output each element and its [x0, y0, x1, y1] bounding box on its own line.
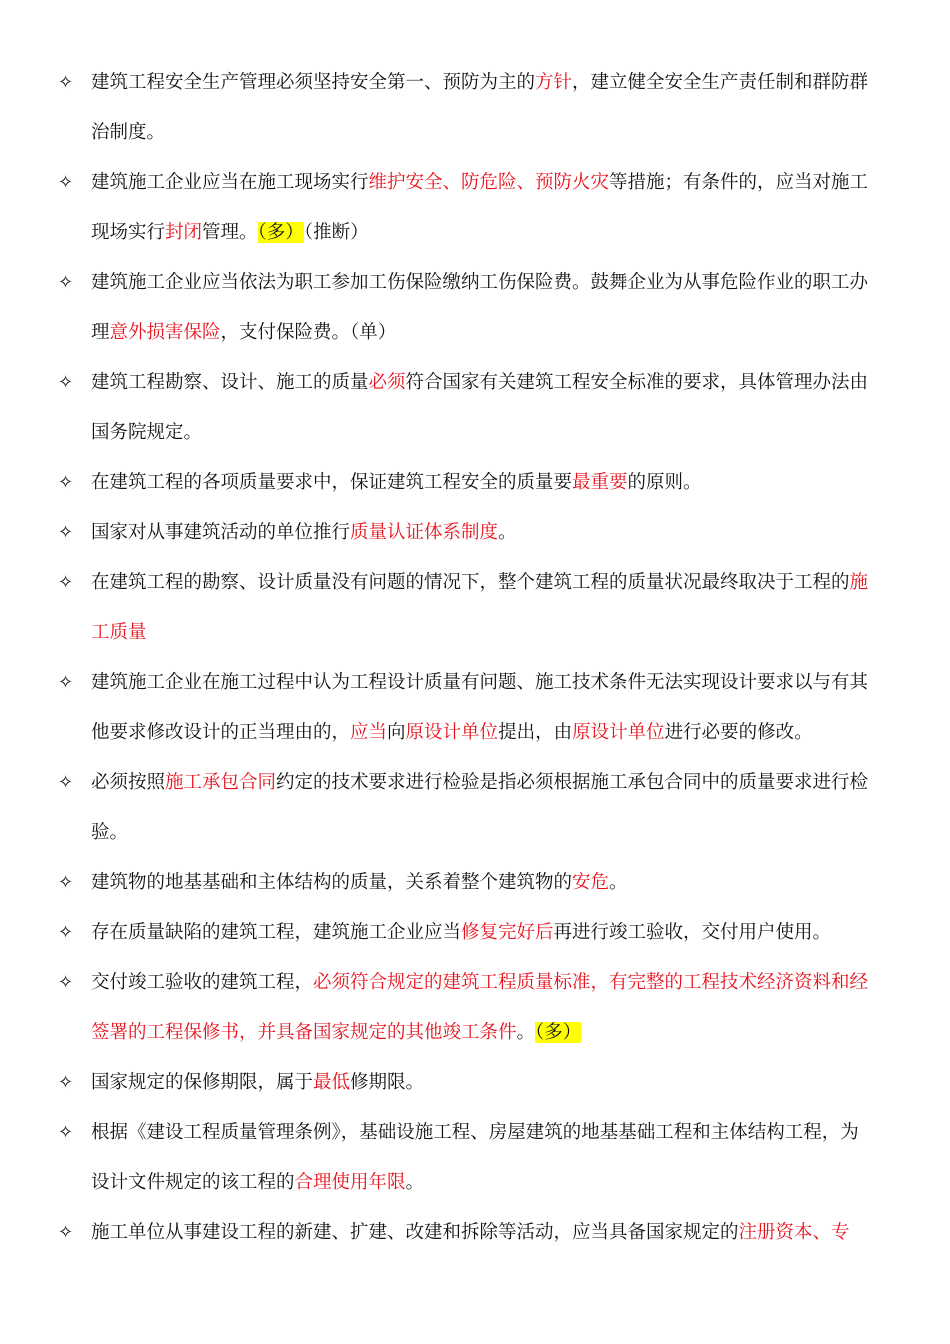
emphasis-text: 最重要: [572, 472, 628, 493]
document-body: [0, 58, 950, 1258]
diamond-outline-icon: ✧: [58, 72, 74, 93]
emphasis-text: 封闭: [165, 222, 203, 243]
diamond-outline-icon: ✧: [58, 172, 74, 193]
body-text: 管理。: [202, 222, 258, 243]
list-item: [0, 958, 877, 1058]
list-item: [0, 158, 877, 258]
emphasis-text: 必须符合规定的建筑工程质量标准，有完整的工程技术经济资料和经签署的工程保修书，并具备国家规定的其他竣工条件: [91, 972, 869, 1043]
emphasis-text: 意外损害保险: [109, 322, 221, 343]
emphasis-text: 原设计单位: [572, 722, 665, 743]
list-item: [0, 908, 877, 958]
body-text: 约定的技术要求进行检验是指必须根据施工承包合同中的质量要求进行检验。: [91, 772, 869, 843]
emphasis-text: 维护安全、防危险、预防火灾: [368, 172, 610, 193]
body-text: 根据《建设工程质量管理条例》，基础设施工程、房屋建筑的地基基础工程和主体结构工程，为设计文件规定的该工程的: [91, 1122, 859, 1193]
diamond-outline-icon: ✧: [58, 1222, 74, 1243]
body-text: 等措施；有条件的，应当对施工现场实行: [91, 172, 869, 243]
body-text: 向: [387, 722, 406, 743]
diamond-outline-icon: ✧: [58, 522, 74, 543]
body-text: 提出，由: [498, 722, 573, 743]
body-text: 在建筑工程的各项质量要求中，保证建筑工程安全的质量要: [91, 472, 573, 493]
body-text: 施工单位从事建设工程的新建、扩建、改建和拆除等活动，应当具备国家规定的: [91, 1222, 739, 1243]
body-text: 。: [498, 522, 517, 543]
diamond-outline-icon: ✧: [58, 772, 74, 793]
emphasis-text: 施工承包合同: [165, 772, 277, 793]
body-text: 存在质量缺陷的建筑工程，建筑施工企业应当: [91, 922, 462, 943]
diamond-outline-icon: ✧: [58, 372, 74, 393]
body-text: 建筑施工企业应当在施工现场实行: [91, 172, 369, 193]
body-text: 建筑施工企业在施工过程中认为工程设计质量有问题、施工技术条件无法实现设计要求以与有其他要求修改设计的正当理由的，: [91, 672, 869, 743]
diamond-outline-icon: ✧: [58, 1122, 74, 1143]
body-text: 建筑工程勘察、设计、施工的质量: [91, 372, 369, 393]
list-item: [0, 458, 877, 508]
body-text: 国家规定的保修期限，属于: [91, 1072, 314, 1093]
diamond-outline-icon: ✧: [58, 972, 74, 993]
body-text: ，建立健全安全生产责任制和群防群治制度。: [91, 72, 869, 143]
diamond-outline-icon: ✧: [58, 672, 74, 693]
list-item: [0, 508, 877, 558]
emphasis-text: 原设计单位: [405, 722, 499, 743]
body-text: 交付竣工验收的建筑工程，: [91, 972, 314, 993]
emphasis-text: 合理使用年限: [294, 1172, 406, 1193]
list-item: [0, 858, 877, 908]
diamond-outline-icon: ✧: [58, 872, 74, 893]
highlight-tag: （多）: [535, 1022, 582, 1043]
diamond-outline-icon: ✧: [58, 1072, 74, 1093]
body-text: 。: [405, 1172, 425, 1193]
diamond-outline-icon: ✧: [58, 272, 74, 293]
diamond-outline-icon: ✧: [58, 572, 74, 593]
emphasis-text: 修复完好后: [461, 922, 554, 943]
body-text: （推断）: [303, 222, 369, 243]
diamond-outline-icon: ✧: [58, 472, 74, 493]
highlight-tag: （多）: [257, 222, 304, 243]
list-item: [0, 658, 877, 758]
body-text: 。: [516, 1022, 536, 1043]
list-item: [0, 558, 877, 658]
body-text: 的原则。: [627, 472, 702, 493]
body-text: 必须按照: [91, 772, 166, 793]
emphasis-text: 安危: [572, 872, 610, 893]
body-text: 再进行竣工验收，交付用户使用。: [553, 922, 832, 943]
list-item: [0, 758, 877, 858]
list-item: [0, 1058, 877, 1108]
body-text: 符合国家有关建筑工程安全标准的要求，具体管理办法由国务院规定。: [91, 372, 869, 443]
list-item: [0, 1208, 877, 1258]
list-item: [0, 258, 877, 358]
emphasis-text: 方针: [535, 72, 573, 93]
body-text: ，支付保险费。（单）: [220, 322, 397, 343]
body-text: 进行必要的修改。: [664, 722, 813, 743]
emphasis-text: 最低: [313, 1072, 351, 1093]
list-item: [0, 58, 877, 158]
body-text: 国家对从事建筑活动的单位推行: [91, 522, 351, 543]
body-text: 建筑工程安全生产管理必须坚持安全第一、预防为主的: [91, 72, 536, 93]
emphasis-text: 施工质量: [91, 572, 869, 643]
diamond-outline-icon: ✧: [58, 922, 74, 943]
body-text: 。: [609, 872, 628, 893]
emphasis-text: 必须: [368, 372, 406, 393]
list-item: [0, 358, 877, 458]
body-text: 建筑施工企业应当依法为职工参加工伤保险缴纳工伤保险费。鼓舞企业为从事危险作业的职工办理: [91, 272, 869, 343]
body-text: 在建筑工程的勘察、设计质量没有问题的情况下，整个建筑工程的质量状况最终取决于工程的: [91, 572, 850, 593]
emphasis-text: 注册资本、专: [738, 1222, 850, 1243]
body-text: 修期限。: [350, 1072, 425, 1093]
emphasis-text: 质量认证体系制度: [350, 522, 499, 543]
list-item: [0, 1108, 877, 1208]
body-text: 建筑物的地基基础和主体结构的质量，关系着整个建筑物的: [91, 872, 573, 893]
emphasis-text: 应当: [350, 722, 388, 743]
